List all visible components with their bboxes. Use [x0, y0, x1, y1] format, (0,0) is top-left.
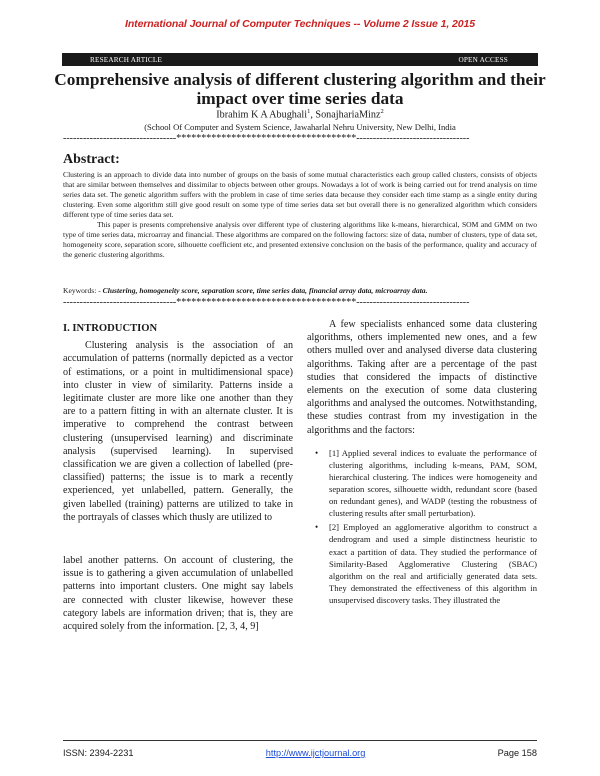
issn: ISSN: 2394-2231 [63, 748, 134, 758]
affiliation: (School Of Computer and System Science, Jawaharlal Nehru University, New Delhi, India [144, 122, 456, 132]
author-2-sup: 2 [380, 108, 384, 115]
intro-paragraph-1: Clustering analysis is the association of an accumulation of patterns (normally depicted as a vector of estimations, or a point in multidimensional space) into cluster in view of similarity. Patterns inside a legitimate cluster are more like one another than they are to a pattern fitting in with an alternate cluster. It is imperative to comprehend the contrast between clustering (unsupervised learning) and discriminate analysis (supervised learning). In supervised classification we are given a collection of labelled (pre-classified) patterns; the issue is to mark a recently experienced, yet unlabelled, pattern. Generally, the given labelled (training) patterns are utilized to take in the portrayals of classes which thusly are utilized to [63, 340, 293, 523]
section-heading-introduction: I. INTRODUCTION [63, 323, 158, 334]
author-1: Ibrahim K A Abughali [216, 109, 308, 121]
list-item-text: [1] Applied several indices to evaluate the performance of clustering algorithms, including k-means, PAM, SOM, hierarchical clustering. The indices were homogeneity and separation scores, silhouette width, redundant score (based on redundant genes), and WADP (testing the robustness of clustering results after small perturbation). [329, 447, 537, 519]
author-2: SonajhariaMinz [315, 109, 381, 121]
author-separator: , [310, 109, 316, 121]
footer-divider [63, 740, 537, 741]
separator-top: ----------------------------------************************************---------------------------------- [63, 134, 470, 144]
author-1-sup: 1 [307, 108, 311, 115]
abstract-paragraph-2: This paper is presents comprehensive analysis over different type of clustering algorithms like k-means, hierarchical, SOM and GMM on two type of time series data, microarray and financial. These algorithms are compared on the following factors: size of data, number of clusters, type of data set, homogeneity score, separation score, silhouette coefficient etc, and presented extensive conclusion on the basis of the performance, quality and accuracy of the generic clustering algorithms. [63, 220, 537, 259]
bullet-icon: • [315, 522, 319, 533]
list-item [307, 447, 537, 520]
keywords-label: Keywords: - [63, 286, 103, 295]
separator-bottom: ----------------------------------************************************---------------------------------- [63, 298, 470, 308]
page-footer [63, 748, 537, 758]
bullet-icon: • [315, 447, 319, 458]
abstract-paragraph-1: Clustering is an approach to divide data into number of groups on the basis of some mutual characteristics each group called clusters, consists of objects that are similar between themselves and dissimilar to objects between other groups. Nowadays a lot of work is being carried out for trend analysis on time series data set. The genetic algorithm suffers with the problem in case of time series data because they consider each time stamp as a single entity during clustering. Even some algorithm still give good result on some type of time series data set but overall there is no generalized algorithm which considers different type of time series data set. [63, 170, 537, 219]
keywords [63, 286, 537, 296]
list-item-text: [2] Employed an agglomerative algorithm to construct a dendrogram and used a simple distinctness heuristic to exact a partition of data. They studied the performance of Similarity-Based Agglomerative Clustering (SBAC) algorithm on the real and artificially generated data sets. They demonstrated the effectiveness of this algorithm in unsupervised discovery tasks. They illustrated the [329, 522, 537, 605]
list-item [307, 521, 537, 606]
journal-header: International Journal of Computer Techniques -- Volume 2 Issue 1, 2015 [125, 18, 475, 30]
related-work-list [307, 447, 537, 606]
authors-line [0, 108, 600, 120]
keywords-terms: Clustering, homogeneity score, separation score, time series data, financial array data, microarray data. [102, 286, 428, 295]
journal-url-link[interactable]: http://www.ijctjournal.org [265, 748, 366, 758]
right-column [307, 318, 537, 608]
paper-title: Comprehensive analysis of different clustering algorithm and their impact over time series data [54, 70, 546, 108]
page-number: Page 158 [497, 748, 537, 758]
abstract-body [63, 170, 537, 260]
open-access-label: OPEN ACCESS [458, 55, 508, 64]
intro-paragraph-3: A few specialists enhanced some data clustering algorithms, others implemented new ones, and a few others mulled over and analysed diverse data clustering algorithms. Taking after are a percentage of the past studies that considered the impacts of distinctive elements on the execution of some data clustering algorithms and analysed the outcomes. Notwithstanding, these studies contrast from my investigation in the algorithms and the factors: [307, 319, 537, 436]
left-column [63, 322, 293, 633]
intro-paragraph-2: label another patterns. On account of clustering, the issue is to gathering a given accumulation of unlabelled patterns into important clusters. One might say labels are connected with cluster likewise, however these category labels are information driven; that is, they are acquired solely from the information. [2, 3, 4, 9] [63, 555, 293, 633]
abstract-heading: Abstract: [63, 152, 120, 167]
article-type-bar [62, 53, 538, 66]
research-article-label: RESEARCH ARTICLE [90, 55, 163, 64]
